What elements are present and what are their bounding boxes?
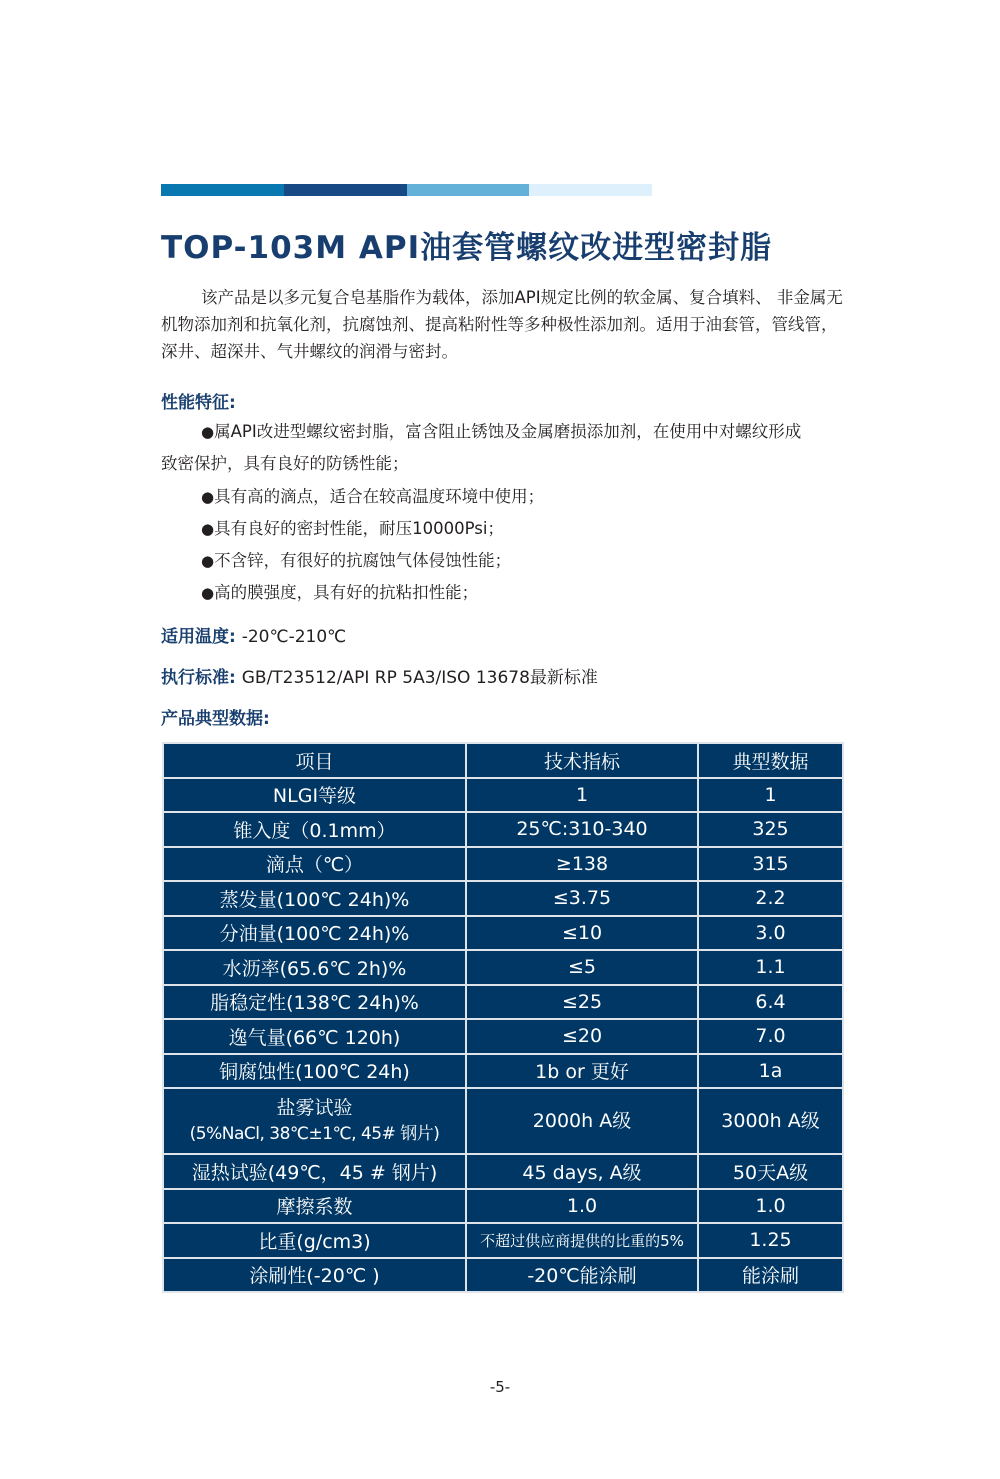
cell-spec: 1.0 xyxy=(466,1189,698,1224)
cell-item: 铜腐蚀性(100℃ 24h) xyxy=(163,1054,466,1089)
intro-paragraph: 该产品是以多元复合皂基脂作为载体，添加API规定比例的软金属、复合填料、 非金属无机物添加剂和抗氧化剂，抗腐蚀剂、提高粘附性等多种极性添加剂。适用于油套管，管线管，深井、超深井、气井螺纹的润滑与密封。 xyxy=(161,288,843,361)
feature-item-4 xyxy=(161,545,861,577)
table-row xyxy=(163,812,843,847)
table-row xyxy=(163,1054,843,1089)
standard-label: 执行标准: xyxy=(161,668,236,688)
cell-typical: 3000h A级 xyxy=(698,1088,843,1154)
feature-text: 具有良好的密封性能，耐压10000Psi； xyxy=(214,519,504,538)
feature-text: 不含锌，有很好的抗腐蚀气体侵蚀性能； xyxy=(214,551,512,570)
cell-typical: 1.25 xyxy=(698,1223,843,1258)
cell-typical: 1.0 xyxy=(698,1189,843,1224)
feature-item-2 xyxy=(161,481,861,513)
cell-item: 湿热试验(49℃，45 # 钢片) xyxy=(163,1154,466,1189)
temperature-label: 适用温度: xyxy=(161,627,236,647)
cell-item: 脂稳定性(138℃ 24h)% xyxy=(163,985,466,1020)
header-typical: 典型数据 xyxy=(698,743,843,778)
table-row xyxy=(163,985,843,1020)
cell-spec: 45 days, A级 xyxy=(466,1154,698,1189)
cell-spec: ≤5 xyxy=(466,950,698,985)
bullet-icon: ● xyxy=(201,488,215,506)
table-row xyxy=(163,1189,843,1224)
cell-item: 涂刷性(-20℃ ) xyxy=(163,1258,466,1293)
cell-item: NLGI等级 xyxy=(163,778,466,813)
table-row xyxy=(163,950,843,985)
table-row xyxy=(163,1154,843,1189)
color-segment-2 xyxy=(284,184,407,196)
standard-value: GB/T23512/API RP 5A3/ISO 13678最新标准 xyxy=(241,668,598,688)
feature-text: 属API改进型螺纹密封脂，富含阻止锈蚀及金属磨损添加剂，在使用中对螺纹形成 xyxy=(214,422,802,441)
cell-typical: 2.2 xyxy=(698,881,843,916)
cell-item: 蒸发量(100℃ 24h)% xyxy=(163,881,466,916)
table-row xyxy=(163,847,843,882)
bullet-icon: ● xyxy=(201,584,215,602)
feature-text-continued: 致密保护，具有良好的防锈性能； xyxy=(161,454,409,473)
table-row xyxy=(163,1223,843,1258)
cell-spec: ≤10 xyxy=(466,916,698,951)
cell-typical: 1 xyxy=(698,778,843,813)
table-row xyxy=(163,1258,843,1293)
table-row xyxy=(163,916,843,951)
cell-item-subtitle: (5%NaCl, 38℃±1℃, 45# 钢片) xyxy=(189,1124,440,1144)
color-segment-4 xyxy=(529,184,652,196)
header-item: 项目 xyxy=(163,743,466,778)
cell-typical: 315 xyxy=(698,847,843,882)
table-row xyxy=(163,778,843,813)
cell-spec: 1 xyxy=(466,778,698,813)
cell-item: 摩擦系数 xyxy=(163,1189,466,1224)
table-row xyxy=(163,1088,843,1154)
table-header-row xyxy=(163,743,843,778)
cell-typical: 7.0 xyxy=(698,1019,843,1054)
table-row xyxy=(163,1019,843,1054)
decorative-color-bar xyxy=(161,184,652,196)
cell-spec: 1b or 更好 xyxy=(466,1054,698,1089)
cell-typical: 1a xyxy=(698,1054,843,1089)
cell-typical: 3.0 xyxy=(698,916,843,951)
features-heading: 性能特征: xyxy=(161,393,236,413)
cell-spec: ≤25 xyxy=(466,985,698,1020)
cell-typical: 1.1 xyxy=(698,950,843,985)
page-number: -5- xyxy=(489,1378,511,1396)
cell-item: 水沥率(65.6℃ 2h)% xyxy=(163,950,466,985)
cell-item: 逸气量(66℃ 120h) xyxy=(163,1019,466,1054)
feature-item-5 xyxy=(161,577,861,609)
cell-spec: 2000h A级 xyxy=(466,1088,698,1154)
color-segment-3 xyxy=(407,184,530,196)
feature-text: 高的膜强度，具有好的抗粘扣性能； xyxy=(214,583,479,602)
cell-typical: 50天A级 xyxy=(698,1154,843,1189)
feature-item-3 xyxy=(161,513,861,545)
temperature-value: -20℃-210℃ xyxy=(241,627,347,647)
header-spec: 技术指标 xyxy=(466,743,698,778)
bullet-icon: ● xyxy=(201,552,215,570)
temperature-line xyxy=(161,622,346,647)
cell-item: 滴点（℃） xyxy=(163,847,466,882)
cell-spec: -20℃能涂刷 xyxy=(466,1258,698,1293)
cell-item: 锥入度（0.1mm） xyxy=(163,812,466,847)
bullet-icon: ● xyxy=(201,423,215,441)
cell-spec: 不超过供应商提供的比重的5% xyxy=(466,1223,698,1258)
feature-item-1 xyxy=(161,416,861,480)
feature-text: 具有高的滴点，适合在较高温度环境中使用； xyxy=(214,487,545,506)
cell-typical: 能涂刷 xyxy=(698,1258,843,1293)
cell-typical: 325 xyxy=(698,812,843,847)
table-row xyxy=(163,881,843,916)
cell-typical: 6.4 xyxy=(698,985,843,1020)
color-segment-1 xyxy=(161,184,284,196)
data-heading: 产品典型数据: xyxy=(161,709,270,729)
page-title: TOP-103M API油套管螺纹改进型密封脂 xyxy=(161,230,773,266)
cell-item: 比重(g/cm3) xyxy=(163,1223,466,1258)
cell-spec: ≥138 xyxy=(466,847,698,882)
cell-item-title: 盐雾试验 xyxy=(276,1097,353,1119)
cell-spec: ≤3.75 xyxy=(466,881,698,916)
cell-item xyxy=(163,1088,466,1154)
standard-line xyxy=(161,663,598,688)
bullet-icon: ● xyxy=(201,520,215,538)
cell-spec: 25℃:310-340 xyxy=(466,812,698,847)
cell-spec: ≤20 xyxy=(466,1019,698,1054)
spec-table xyxy=(162,742,844,1293)
cell-item: 分油量(100℃ 24h)% xyxy=(163,916,466,951)
